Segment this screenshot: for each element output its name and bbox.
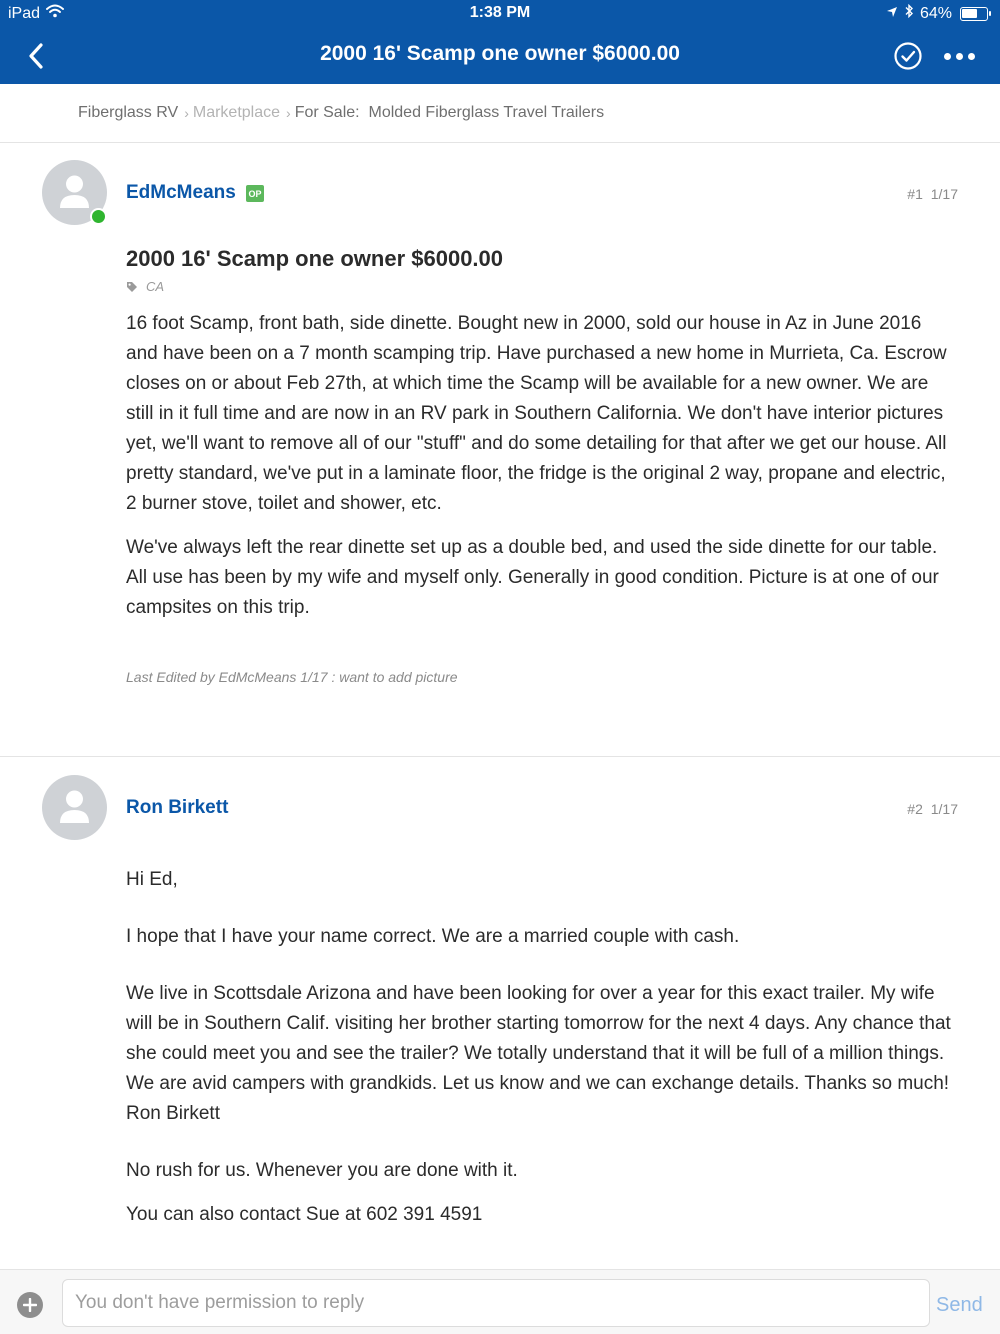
post-date: 1/17 — [930, 186, 958, 202]
post-paragraph: 16 foot Scamp, front bath, side dinette. Bought new in 2000, sold our house in Az in June 2016 and have been on a 7 month scamping trip. Have purchased a new home in Murrieta, Ca. Escrow closes on or about Feb 27th, at which time the Scamp will be available for a new owner. We are still in it full time and are now in an RV park in Southern California. We don't have interior pictures yet, we'll want to remove all of our "stuff" and do some detailing for that after we get our house. All pretty standard, we've put in a laminate floor, the fridge is the original 2 way, propane and electric, 2 burner stove, toilet and shower, etc. — [126, 313, 947, 514]
status-time: 1:38 PM — [469, 4, 531, 21]
tag-icon — [126, 281, 138, 293]
battery-percent: 64% — [919, 4, 952, 22]
breadcrumb-item-marketplace[interactable]: Marketplace — [192, 104, 281, 121]
post-body — [126, 865, 956, 1257]
post-paragraph: We've always left the rear dinette set up as a double bed, and used the side dinette for our table. All use has been by my wife and myself only. Generally in good condition. Picture is at one of our campsites on this trip. — [126, 537, 939, 618]
breadcrumb-item-for-sale[interactable]: For Sale: Molded Fiberglass Travel Trailers — [294, 104, 605, 121]
mark-read-button[interactable] — [892, 40, 924, 72]
post-body — [126, 309, 956, 637]
more-options-button[interactable] — [938, 40, 980, 72]
status-right — [886, 4, 988, 23]
post-paragraph: No rush for us. Whenever you are done with it. — [126, 1160, 518, 1181]
breadcrumb-item-fiberglass-rv[interactable]: Fiberglass RV — [78, 104, 179, 121]
post-number: #1 — [907, 186, 923, 202]
app-header — [0, 0, 1000, 84]
chevron-right-icon: › — [184, 105, 189, 121]
device-name: iPad — [8, 4, 41, 22]
more-dots-icon — [944, 53, 951, 60]
check-circle-icon — [893, 41, 923, 71]
post-meta — [907, 186, 958, 202]
user-placeholder-icon — [42, 775, 107, 840]
tag-label: CA — [146, 279, 165, 294]
post-meta — [907, 801, 958, 817]
more-dots-icon — [968, 53, 975, 60]
plus-circle-icon[interactable] — [17, 1292, 43, 1318]
thread-title: 2000 16' Scamp one owner $6000.00 — [320, 42, 680, 65]
bluetooth-icon — [904, 4, 914, 23]
reply-composer — [0, 1269, 1000, 1334]
post-1 — [0, 143, 1000, 757]
op-badge: OP — [246, 185, 264, 202]
send-button[interactable]: Send — [936, 1294, 983, 1316]
battery-level — [962, 9, 977, 18]
post-2 — [0, 757, 1000, 1269]
post-title: 2000 16' Scamp one owner $6000.00 — [126, 246, 504, 271]
avatar[interactable] — [42, 775, 107, 840]
post-paragraph: You can also contact Sue at 602 391 4591 — [126, 1204, 483, 1225]
breadcrumb — [0, 84, 1000, 143]
post-date: 1/17 — [930, 801, 958, 817]
location-arrow-icon — [886, 5, 898, 23]
edited-note: Last Edited by EdMcMeans 1/17 : want to add picture — [126, 669, 458, 685]
post-paragraph: I hope that I have your name correct. We are a married couple with cash. — [126, 926, 740, 947]
post-tag[interactable] — [126, 279, 164, 294]
author-name[interactable]: EdMcMeans — [126, 182, 236, 203]
post-number: #2 — [907, 801, 923, 817]
author-name[interactable]: Ron Birkett — [126, 797, 229, 818]
reply-input[interactable] — [62, 1279, 930, 1327]
online-status-indicator — [90, 208, 107, 225]
nav-bar — [0, 28, 1000, 84]
post-paragraph: Hi Ed, — [126, 869, 178, 890]
chevron-right-icon: › — [286, 105, 291, 121]
post-paragraph: We live in Scottsdale Arizona and have been looking for over a year for this exact trailer. My wife will be in Southern Calif. visiting her brother starting tomorrow for the next 4 days. Any chance that she could meet you and see the trailer? We totally understand that it will be full of a million things. We are avid campers with grandkids. Let us know and we can exchange details. Thanks so much! Ron Birkett — [126, 983, 951, 1124]
battery-icon — [960, 7, 988, 21]
more-dots-icon — [956, 53, 963, 60]
status-bar — [0, 0, 1000, 28]
